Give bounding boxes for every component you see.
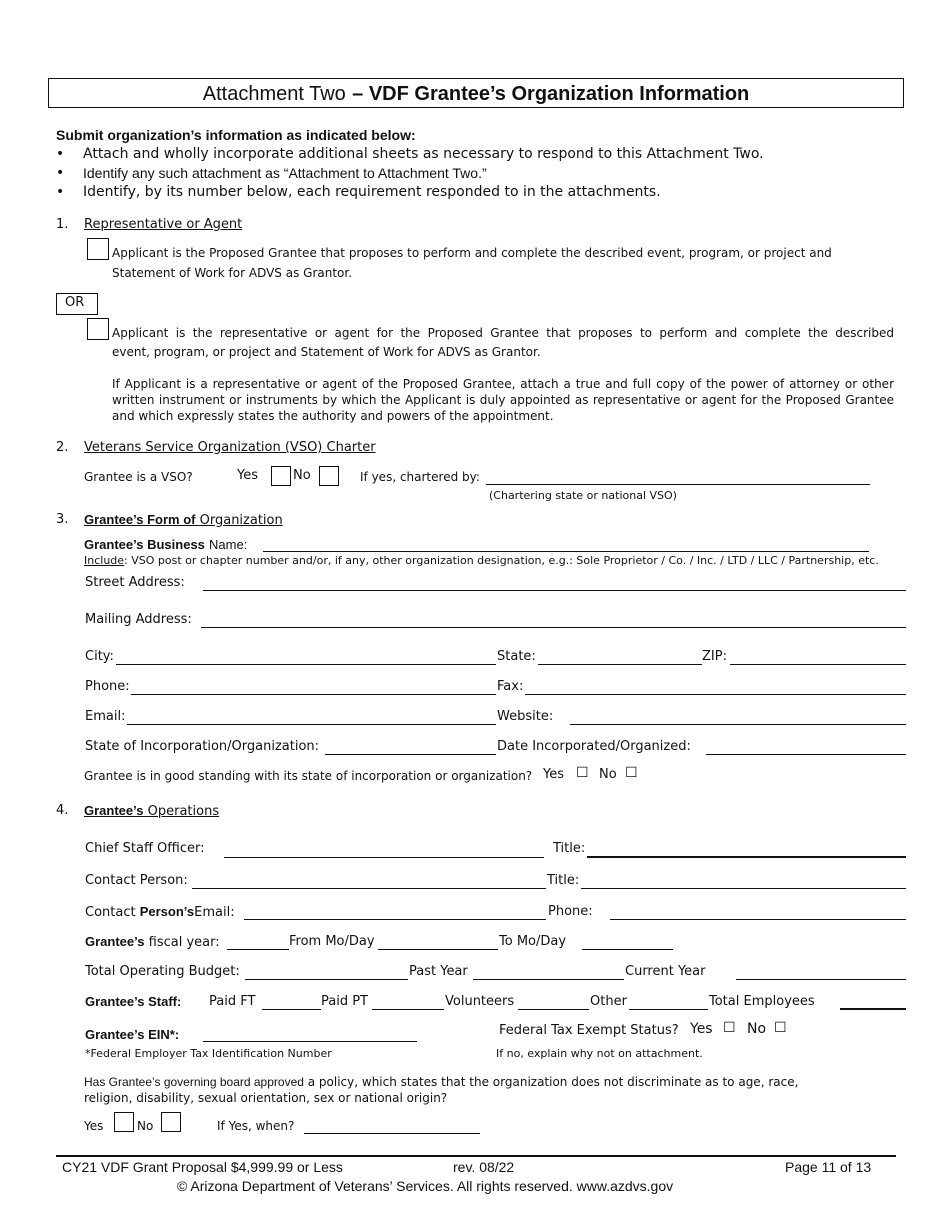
email-field[interactable] [127,724,496,725]
title-light: Attachment Two [202,83,346,105]
s4-number: 4. [56,803,69,818]
if-yes-when-field[interactable] [304,1133,480,1134]
page-title [48,81,904,106]
ein-label: Grantee’s EIN*: [85,1027,180,1042]
policy-question-line1 [84,1075,798,1089]
website-label: Website: [497,709,554,724]
include-note [84,554,879,567]
policy-question-a: Has Grantee’s governing board approved [84,1075,304,1089]
date-incorporated-label: Date Incorporated/Organized: [497,739,691,754]
vso-yes-label: Yes [237,468,258,483]
or-label: OR [65,295,85,310]
chief-title-label: Title: [553,841,586,856]
contact-email-a: Contact [85,905,136,920]
s3-number: 3. [56,512,69,527]
contact-title-field[interactable] [581,888,906,889]
fiscal-year-label [85,934,220,950]
paid-pt-field[interactable] [372,1009,444,1010]
s1-option2-line1: Applicant is the representative or agent for the Proposed Grantee that proposes to perform and complete the described [112,326,894,340]
good-standing-question: Grantee is in good standing with its state of incorporation or organization? [84,769,533,783]
vso-yes-checkbox[interactable] [271,466,291,486]
intro-bullet-3: Identify, by its number below, each requirement responded to in the attachments. [83,184,661,200]
footer-revision: rev. 08/22 [453,1159,515,1175]
paid-pt-label: Paid PT [321,994,368,1009]
s3-title [84,512,283,528]
business-name-bold: Grantee’s Business [84,537,205,552]
s1-option1-checkbox[interactable] [87,238,109,260]
total-employees-field[interactable] [840,1008,906,1010]
s3-title-bold: Grantee’s Form of [84,512,196,527]
s2-title: Veterans Service Organization (VSO) Charter [84,440,376,455]
contact-phone-field[interactable] [610,919,906,920]
tax-exempt-yes-label: Yes [690,1021,713,1037]
policy-no-checkbox[interactable] [161,1112,181,1132]
if-yes-when-label: If Yes, when? [217,1119,295,1133]
vso-question: Grantee is a VSO? [84,470,193,484]
vso-no-checkbox[interactable] [319,466,339,486]
title-bold: – VDF Grantee’s Organization Information [352,83,750,105]
chartered-by-field[interactable] [486,484,870,485]
from-label: From Mo/Day [289,934,375,949]
fiscal-year-field[interactable] [227,949,289,950]
s4-title-bold: Grantee’s [84,803,144,818]
s4-title-rest: Operations [147,804,220,819]
fiscal-year-bold: Grantee’s [85,934,145,949]
from-field[interactable] [378,949,498,950]
state-label: State: [497,649,536,664]
policy-yes-label: Yes [84,1119,104,1133]
tax-exempt-no-checkbox[interactable]: ☐ [774,1020,787,1036]
footer-copyright: © Arizona Department of Veterans’ Services. All rights reserved. www.azdvs.gov [177,1178,674,1194]
other-field[interactable] [629,1009,708,1010]
budget-field[interactable] [245,979,408,980]
contact-person-label: Contact Person: [85,873,188,888]
fax-field[interactable] [525,694,906,695]
street-address-label: Street Address: [85,575,185,590]
budget-label: Total Operating Budget: [85,964,240,979]
bullet-dot-3: • [56,184,65,200]
business-name-field[interactable] [263,551,869,552]
good-standing-no-label: No [599,767,617,782]
tax-exempt-no-label: No [747,1021,767,1037]
paid-ft-field[interactable] [262,1009,321,1010]
mailing-address-field[interactable] [201,627,906,628]
bullet-dot-1: • [56,146,65,162]
volunteers-field[interactable] [518,1009,589,1010]
website-field[interactable] [570,724,906,725]
fax-label: Fax: [497,679,524,694]
business-name-rest: Name: [209,537,248,552]
s1-agent-note: If Applicant is a representative or agent of the Proposed Grantee, attach a true and full copy of the power of attorney or other written instrument or instruments by which the Applicant is duly appointed as representative or agent for the Proposed Grantee and which expressly states the authority and powers of the appointment. [112,377,894,423]
ein-field[interactable] [203,1041,417,1042]
s1-option1-line1: Applicant is the Proposed Grantee that proposes to perform and complete the described event, program, or project and [112,246,832,260]
policy-no-label: No [137,1119,154,1133]
s3-title-rest: Organization [199,513,283,528]
total-employees-label: Total Employees [709,994,815,1009]
policy-question-line2: religion, disability, sexual orientation, sex or national origin? [84,1091,448,1105]
to-label: To Mo/Day [499,934,567,949]
chief-title-field[interactable] [587,856,906,858]
include-text: : VSO post or chapter number and/or, if any, other organization designation, e.g.: Sole Proprietor / Co. / Inc. / LTD / LLC / Partnership, etc. [124,554,879,567]
incorporation-state-label: State of Incorporation/Organization: [85,739,320,754]
to-field[interactable] [582,949,673,950]
past-year-label: Past Year [409,964,468,979]
good-standing-yes-checkbox[interactable]: ☐ [576,765,589,781]
intro-heading: Submit organization’s information as indicated below: [56,127,416,143]
footer-proposal: CY21 VDF Grant Proposal $4,999.99 or Less [62,1159,343,1175]
footer-page-number: Page 11 of 13 [785,1159,872,1175]
fiscal-year-rest: fiscal year: [148,935,220,950]
good-standing-yes-label: Yes [543,767,564,782]
other-label: Other [590,994,627,1009]
volunteers-label: Volunteers [445,994,515,1009]
policy-yes-checkbox[interactable] [114,1112,134,1132]
current-year-field[interactable] [736,979,906,980]
intro-bullet-1: Attach and wholly incorporate additional sheets as necessary to respond to this Attachment Two. [83,146,764,162]
contact-title-label: Title: [547,873,580,888]
contact-person-field[interactable] [192,888,546,889]
current-year-label: Current Year [625,964,706,979]
contact-email-field[interactable] [244,919,546,920]
s1-number: 1. [56,217,69,232]
tax-exempt-label: Federal Tax Exempt Status? [499,1023,679,1038]
include-label: Include [84,554,125,567]
s1-option1-line2: Statement of Work for ADVS as Grantor. [112,266,353,280]
good-standing-no-checkbox[interactable]: ☐ [625,765,638,781]
zip-label: ZIP: [702,649,727,664]
chartered-by-label: If yes, chartered by: [360,470,480,484]
s1-title: Representative or Agent [84,217,243,232]
chief-staff-field[interactable] [224,857,544,858]
s1-option2-line2: event, program, or project and Statement of Work for ADVS as Grantor. [112,345,541,359]
ein-note: *Federal Employer Tax Identification Number [85,1047,332,1060]
incorporation-state-field[interactable] [325,754,496,755]
business-name-label [84,537,247,553]
city-label: City: [85,649,114,664]
contact-email-label [85,904,235,920]
tax-exempt-yes-checkbox[interactable]: ☐ [723,1020,736,1036]
contact-email-c: Email: [194,905,235,920]
footer-divider [56,1155,896,1157]
past-year-field[interactable] [473,979,624,980]
mailing-address-label: Mailing Address: [85,612,192,627]
zip-field[interactable] [730,664,906,665]
s4-title [84,803,219,819]
state-field[interactable] [538,664,702,665]
policy-question-b: a policy, which states that the organization does not discriminate as to age, race, [307,1075,799,1089]
s2-number: 2. [56,440,69,455]
phone-label: Phone: [85,679,130,694]
paid-ft-label: Paid FT [209,994,256,1009]
s1-option2-checkbox[interactable] [87,318,109,340]
bullet-dot-2: • [56,165,65,181]
city-field[interactable] [116,664,496,665]
phone-field[interactable] [131,694,496,695]
intro-bullet-2: Identify any such attachment as “Attachment to Attachment Two.” [83,165,487,181]
chief-staff-label: Chief Staff Officer: [85,841,205,856]
street-address-field[interactable] [203,590,906,591]
staff-label: Grantee’s Staff: [85,994,182,1009]
date-incorporated-field[interactable] [706,754,906,755]
email-label: Email: [85,709,126,724]
if-no-note: If no, explain why not on attachment. [496,1047,703,1060]
contact-email-b: Person’s [139,904,195,919]
contact-phone-label: Phone: [548,904,593,919]
chartered-by-hint: (Chartering state or national VSO) [489,489,677,502]
vso-no-label: No [293,468,311,483]
